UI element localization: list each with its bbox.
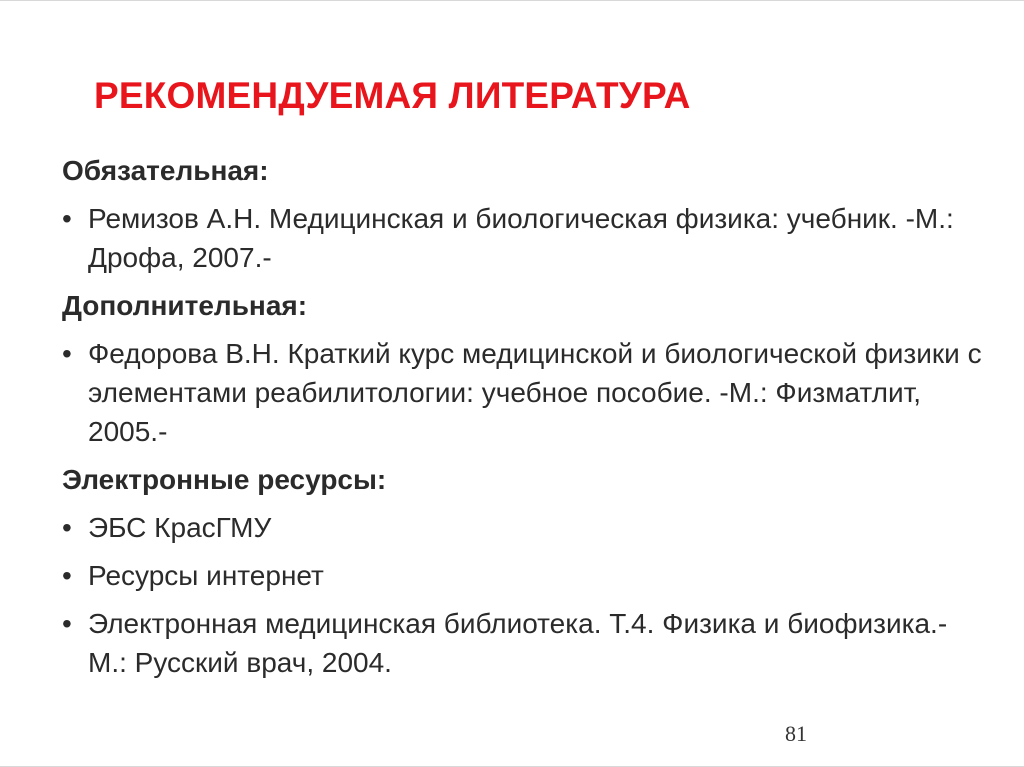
list-item [62, 508, 982, 547]
bullet-icon: • [62, 338, 72, 369]
page-number: 81 [785, 721, 807, 746]
slide-title: РЕКОМЕНДУЕМАЯ ЛИТЕРАТУРА [94, 75, 691, 116]
bullet-icon: • [62, 560, 72, 591]
section-heading-electronic: Электронные ресурсы: [62, 464, 387, 495]
section-heading-required: Обязательная: [62, 155, 269, 186]
list-item-text: Федорова В.Н. Краткий курс медицинской и биологической физики с элементами реабилитологии: учебное пособие. -М.: Физматлит, 2005.- [88, 338, 982, 447]
bullet-icon: • [62, 608, 72, 639]
list-item-text: Ресурсы интернет [88, 560, 324, 591]
section-heading-additional: Дополнительная: [62, 290, 308, 321]
bullet-icon: • [62, 512, 72, 543]
list-item-text: ЭБС КрасГМУ [88, 512, 272, 543]
list-item [62, 556, 982, 595]
slide-body [62, 151, 982, 691]
list-item-text: Ремизов А.Н. Медицинская и биологическая физика: учебник. -М.: Дрофа, 2007.- [88, 203, 954, 273]
bullet-icon: • [62, 203, 72, 234]
list-item [62, 199, 982, 277]
list-item-text: Электронная медицинская библиотека. Т.4. Физика и биофизика.- М.: Русский врач, 2004. [88, 608, 948, 678]
list-item [62, 334, 982, 451]
list-item [62, 604, 982, 682]
